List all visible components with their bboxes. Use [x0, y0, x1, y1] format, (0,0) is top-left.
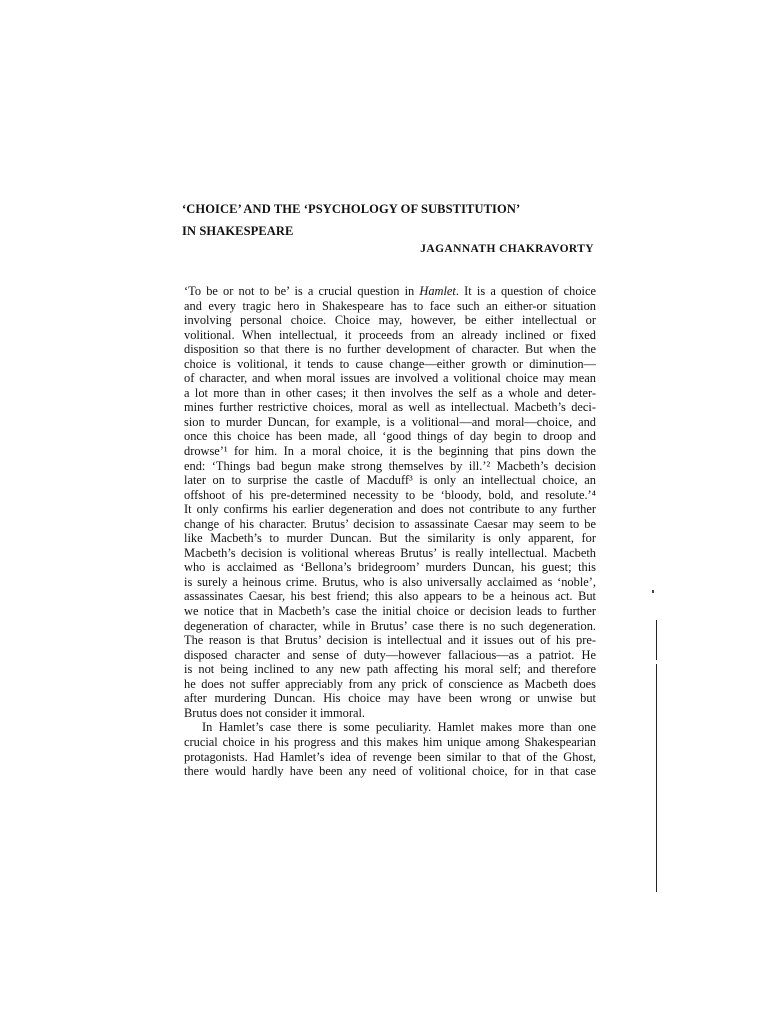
body-line: assassinates Caesar, his best friend; this also appears to be a heinous act. But [184, 589, 596, 604]
body-line: drowse’¹ for him. In a moral choice, it is the beginning that pins down the [184, 444, 596, 459]
body-line: later on to surprise the castle of Macduff³ is only an intellectual choice, an [184, 473, 596, 488]
body-line: protagonists. Had Hamlet’s idea of revenge been similar to that of the Ghost, [184, 749, 596, 764]
body-line: In Hamlet’s case there is some peculiarity. Hamlet makes more than one [202, 720, 596, 735]
body-line: a lot more than in other cases; it then involves the self as a whole and deter- [184, 385, 596, 400]
scan-edge-mark [656, 664, 657, 892]
article-title-line-2: IN SHAKESPEARE [182, 224, 294, 238]
scan-speck [652, 590, 654, 593]
body-line: after murdering Duncan. His choice may have been wrong or unwise but [184, 691, 596, 706]
body-line: crucial choice in his progress and this makes him unique among Shakespearian [184, 734, 596, 749]
play-title: Hamlet [419, 284, 456, 298]
body-line: The reason is that Brutus’ decision is intellectual and it issues out of his pre- [184, 633, 596, 648]
body-line: choice is volitional, it tends to cause change—either growth or diminution— [184, 356, 596, 371]
body-line: ‘To be or not to be’ is a crucial question in Hamlet. It is a question of choice [184, 284, 596, 298]
scan-edge-mark [656, 620, 657, 660]
body-line: sion to murder Duncan, for example, is a volitional—and moral—choice, and [184, 414, 596, 429]
body-line: disposed character and sense of duty—however fallacious—as a patriot. He [184, 647, 596, 662]
body-line: is surely a heinous crime. Brutus, who is also universally acclaimed as ‘noble’, [184, 574, 596, 589]
body-line: like Macbeth’s to murder Duncan. But the similarity is only apparent, for [184, 531, 596, 546]
body-line: change of his character. Brutus’ decision to assassinate Caesar may seem to be [184, 516, 596, 531]
body-line: mines further restrictive choices, moral as well as intellectual. Macbeth’s deci- [184, 400, 596, 415]
article-author: JAGANNATH CHAKRAVORTY [420, 243, 594, 255]
body-line: who is acclaimed as ‘Bellona’s bridegroom’ murders Duncan, his guest; this [184, 560, 596, 575]
body-line: of character, and when moral issues are involved a volitional choice may mean [184, 371, 596, 386]
body-line: once this choice has been made, all ‘good things of day begin to droop and [184, 429, 596, 444]
body-line: degeneration of character, while in Brutus’ case there is no such degeneration. [184, 618, 596, 633]
article-body [184, 284, 596, 779]
body-line: Brutus does not consider it immoral. [184, 705, 366, 720]
body-line: there would hardly have been any need of volitional choice, for in that case [184, 764, 596, 779]
article-title-line-1: ‘CHOICE’ AND THE ‘PSYCHOLOGY OF SUBSTITUTION’ [182, 202, 521, 216]
body-line: volitional. When intellectual, it proceeds from an already inclined or fixed [184, 327, 596, 342]
body-line: It only confirms his earlier degeneration and does not contribute to any further [184, 502, 596, 517]
body-line: disposition so that there is no further development of character. But when the [184, 342, 596, 357]
body-line: is not being inclined to any new path affecting his moral self; and therefore [184, 662, 596, 677]
body-line: offshoot of his pre-determined necessity to be ‘bloody, bold, and resolute.’⁴ [184, 487, 596, 502]
body-line: we notice that in Macbeth’s case the initial choice or decision leads to further [184, 604, 596, 619]
body-line: involving personal choice. Choice may, however, be either intellectual or [184, 313, 596, 328]
body-line: he does not suffer appreciably from any prick of conscience as Macbeth does [184, 676, 596, 691]
body-line: Macbeth’s decision is volitional whereas Brutus’ is really intellectual. Macbeth [184, 545, 596, 560]
body-line: end: ‘Things bad begun make strong themselves by ill.’² Macbeth’s decision [184, 458, 596, 473]
article-title [182, 198, 602, 242]
body-line: and every tragic hero in Shakespeare has to face such an either-or situation [184, 298, 596, 313]
